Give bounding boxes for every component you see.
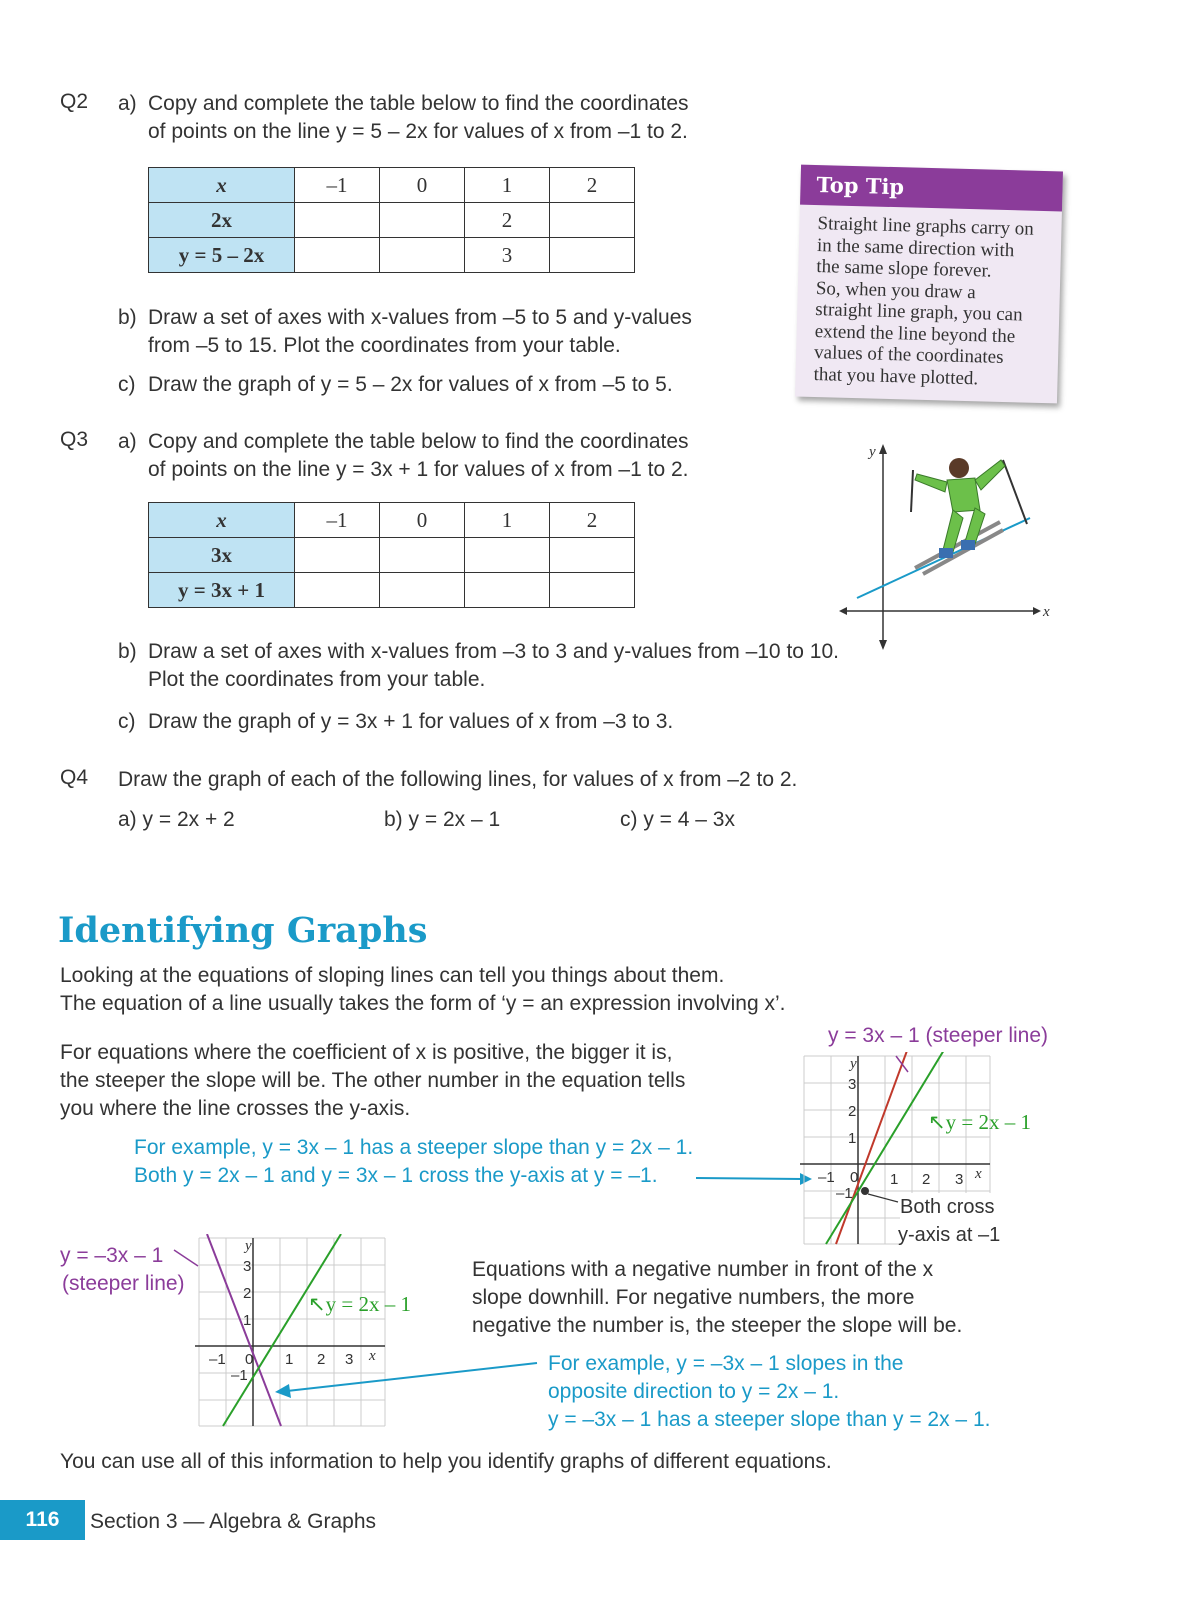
graph2-label-pointer xyxy=(172,1244,202,1274)
tip-line: So, when you draw a xyxy=(815,277,976,303)
example2-line2: opposite direction to y = 2x – 1. xyxy=(548,1380,840,1403)
skier-head xyxy=(949,458,969,478)
skier-illustration xyxy=(835,440,1060,655)
table-cell xyxy=(465,538,550,573)
q2a-line2: of points on the line y = 5 – 2x for values of x from –1 to 2. xyxy=(148,120,688,143)
table-cell: –1 xyxy=(295,168,380,203)
q3a-label: a) xyxy=(118,430,137,453)
example2-line1: For example, y = –3x – 1 slopes in the xyxy=(548,1352,904,1375)
graph2-ytick: 3 xyxy=(243,1258,252,1275)
skier-torso xyxy=(947,478,980,512)
q3b-line2: Plot the coordinates from your table. xyxy=(148,668,486,691)
table-cell: –1 xyxy=(295,503,380,538)
q3-number: Q3 xyxy=(60,428,89,451)
tip-line: values of the coordinates xyxy=(813,342,1004,368)
table-cell xyxy=(550,573,635,608)
table-cell: 0 xyxy=(380,503,465,538)
graph1-callout2: y-axis at –1 xyxy=(898,1221,1000,1249)
table-cell xyxy=(550,538,635,573)
q4a: a) y = 2x + 2 xyxy=(118,808,235,831)
q3c-line: Draw the graph of y = 3x + 1 for values of x from –3 to 3. xyxy=(148,710,674,733)
table-cell: 2 xyxy=(465,203,550,238)
table-cell xyxy=(380,203,465,238)
green-label-text: y = 2x – 1 xyxy=(325,1292,411,1316)
graph1-label-pointer xyxy=(896,1056,908,1072)
graph2-xtick: 3 xyxy=(345,1351,354,1368)
graph2 xyxy=(195,1234,395,1430)
top-tip-body xyxy=(795,205,1062,392)
graph1-ytick: –1 xyxy=(836,1185,853,1202)
tip-line: the same slope forever. xyxy=(816,256,992,282)
q3b-line1: Draw a set of axes with x-values from –3 to 3 and y-values from –10 to 10. xyxy=(148,640,839,663)
graph2-xtick: 2 xyxy=(317,1351,326,1368)
graph1-green-label xyxy=(928,1108,1031,1136)
table-cell xyxy=(380,538,465,573)
table-row xyxy=(149,573,635,608)
graph2-xtick: 0 xyxy=(245,1351,254,1368)
graph1-callout: Both cross xyxy=(900,1193,994,1221)
graph1-xtick: 0 xyxy=(850,1169,859,1186)
q3a-line1: Copy and complete the table below to find the coordinates xyxy=(148,430,689,453)
cell-text: x xyxy=(216,507,227,532)
graph2-axis-x-label: x xyxy=(369,1348,376,1364)
graph1-ytick: 3 xyxy=(848,1076,857,1093)
table-header-2x: 2x xyxy=(149,203,295,238)
tip-line: Straight line graphs carry on xyxy=(817,213,1035,240)
tip-line: straight line graph, you can xyxy=(815,299,1023,326)
table-cell xyxy=(380,238,465,273)
graph1-xtick: 1 xyxy=(890,1171,899,1188)
table-cell: 1 xyxy=(465,168,550,203)
para2-line1: Equations with a negative number in front of the x xyxy=(472,1258,934,1281)
graph2-ytick: 1 xyxy=(243,1312,252,1329)
q2a-label: a) xyxy=(118,92,137,115)
graph2-xtick: 1 xyxy=(285,1351,294,1368)
table-header-x xyxy=(149,503,295,538)
graph2-ytick: 2 xyxy=(243,1285,252,1302)
q2-number: Q2 xyxy=(60,90,89,113)
table-cell xyxy=(550,238,635,273)
skier-arm xyxy=(915,474,947,492)
q4-number: Q4 xyxy=(60,766,89,789)
arrow-left-icon xyxy=(275,1384,291,1398)
table-cell xyxy=(295,573,380,608)
green-label-text: y = 2x – 1 xyxy=(945,1110,1031,1134)
footer-section: Section 3 — Algebra & Graphs xyxy=(90,1510,376,1533)
table-cell xyxy=(295,238,380,273)
intro-line1: Looking at the equations of sloping lines can tell you things about them. xyxy=(60,964,725,987)
table-header-y: y = 5 – 2x xyxy=(149,238,295,273)
q3b-label: b) xyxy=(118,640,137,663)
arrow-left-icon xyxy=(839,607,847,615)
skier-arm xyxy=(975,460,1005,490)
table-header-3x: 3x xyxy=(149,538,295,573)
arrow-right-icon xyxy=(1033,607,1041,615)
table-header-x xyxy=(149,168,295,203)
ski xyxy=(923,530,1003,574)
q3c-label: c) xyxy=(118,710,136,733)
graph1-callout-pointer xyxy=(868,1194,898,1202)
graph2-purple-label1: y = –3x – 1 xyxy=(60,1244,164,1267)
arrow-down-icon xyxy=(879,640,887,650)
arrow-up-icon xyxy=(879,444,887,454)
para2-line2: slope downhill. For negative numbers, the more xyxy=(472,1286,915,1309)
table-row xyxy=(149,538,635,573)
table-cell: 3 xyxy=(465,238,550,273)
table-cell xyxy=(550,203,635,238)
q3-table xyxy=(148,502,635,608)
table-cell xyxy=(295,538,380,573)
example2-line3: y = –3x – 1 has a steeper slope than y = 2x – 1. xyxy=(548,1408,991,1431)
q2c-line: Draw the graph of y = 5 – 2x for values of x from –5 to 5. xyxy=(148,373,673,396)
green-label-prefix: ↖ xyxy=(308,1292,326,1316)
tip-line: that you have plotted. xyxy=(813,363,979,389)
graph2-xtick: –1 xyxy=(209,1351,226,1368)
cell-text: x xyxy=(216,172,227,197)
graph1-axis-y-label: y xyxy=(850,1056,857,1072)
graph2-green-label xyxy=(308,1290,411,1318)
table-row xyxy=(149,203,635,238)
skier-axis-y-label: y xyxy=(869,444,876,460)
q2c-label: c) xyxy=(118,373,136,396)
table-row xyxy=(149,238,635,273)
q2-table xyxy=(148,167,635,273)
para1-line2: the steeper the slope will be. The other number in the equation tells xyxy=(60,1069,686,1092)
table-cell: 0 xyxy=(380,168,465,203)
para1-line3: you where the line crosses the y-axis. xyxy=(60,1097,411,1120)
graph1-axis-x-label: x xyxy=(975,1166,982,1182)
table-row xyxy=(149,168,635,203)
graph1-red-label: y = 3x – 1 (steeper line) xyxy=(828,1024,1049,1047)
page-number: 116 xyxy=(0,1500,85,1540)
ski-boot xyxy=(939,548,953,558)
table-cell xyxy=(380,573,465,608)
q4c: c) y = 4 – 3x xyxy=(620,808,735,831)
table-cell xyxy=(295,203,380,238)
table-cell xyxy=(465,573,550,608)
q2b-line1: Draw a set of axes with x-values from –5 to 5 and y-values xyxy=(148,306,692,329)
skier-leg xyxy=(965,508,985,544)
section-heading: Identifying Graphs xyxy=(58,910,428,951)
q2b-label: b) xyxy=(118,306,137,329)
table-cell: 2 xyxy=(550,503,635,538)
q2b-line2: from –5 to 15. Plot the coordinates from your table. xyxy=(148,334,621,357)
graph2-ytick: –1 xyxy=(231,1367,248,1384)
top-tip-box xyxy=(795,165,1063,404)
ski-pole xyxy=(1003,460,1027,524)
table-header-y: y = 3x + 1 xyxy=(149,573,295,608)
graph1-intercept-point xyxy=(861,1187,869,1195)
intro-line2: The equation of a line usually takes the form of ‘y = an expression involving x’. xyxy=(60,992,786,1015)
graph1-ytick: 1 xyxy=(848,1130,857,1147)
example1-line1: For example, y = 3x – 1 has a steeper slope than y = 2x – 1. xyxy=(134,1136,694,1159)
table-cell: 2 xyxy=(550,168,635,203)
tip-line: in the same direction with xyxy=(816,234,1015,261)
graph1-xtick: 2 xyxy=(922,1171,931,1188)
final-line: You can use all of this information to help you identify graphs of different equations. xyxy=(60,1450,832,1473)
para1-line1: For equations where the coefficient of x is positive, the bigger it is, xyxy=(60,1041,673,1064)
para2-line3: negative the number is, the steeper the slope will be. xyxy=(472,1314,963,1337)
top-tip-title: Top Tip xyxy=(800,165,1063,212)
table-row xyxy=(149,503,635,538)
graph2-purple-label2: (steeper line) xyxy=(62,1272,185,1295)
ski-pole xyxy=(911,470,913,512)
q3a-line2: of points on the line y = 3x + 1 for values of x from –1 to 2. xyxy=(148,458,689,481)
q2a-line1: Copy and complete the table below to find the coordinates xyxy=(148,92,689,115)
graph1-red-line xyxy=(836,1052,908,1244)
table-cell: 1 xyxy=(465,503,550,538)
graph1-xtick: –1 xyxy=(818,1169,835,1186)
skier-axis-x-label: x xyxy=(1043,604,1050,620)
example1-line2: Both y = 2x – 1 and y = 3x – 1 cross the y-axis at y = –1. xyxy=(134,1164,658,1187)
tip-line: extend the line beyond the xyxy=(814,320,1016,347)
green-label-prefix: ↖ xyxy=(928,1110,946,1134)
q4b: b) y = 2x – 1 xyxy=(384,808,501,831)
graph1-ytick: 2 xyxy=(848,1103,857,1120)
graph1-xtick: 3 xyxy=(955,1171,964,1188)
ski-boot xyxy=(961,540,975,550)
q4-line: Draw the graph of each of the following lines, for values of x from –2 to 2. xyxy=(118,768,798,791)
example2-arrow xyxy=(265,1355,545,1400)
graph2-axis-y-label: y xyxy=(245,1238,252,1254)
